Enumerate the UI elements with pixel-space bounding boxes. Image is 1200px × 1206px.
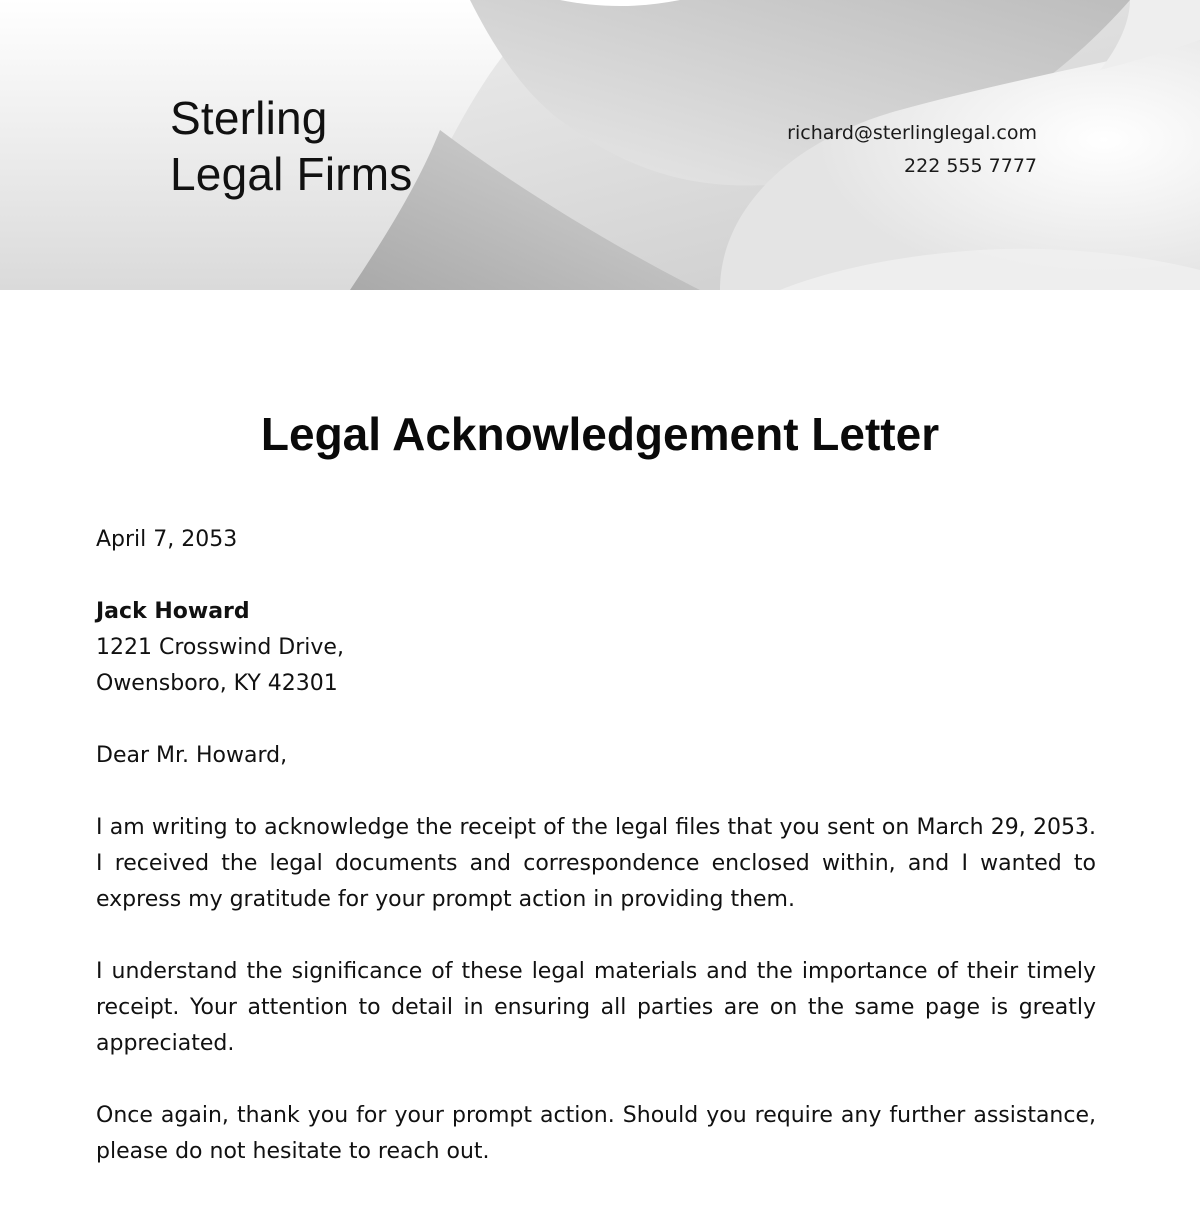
letterhead-banner	[0, 0, 1200, 290]
recipient-address-line1: 1221 Crosswind Drive,	[96, 635, 344, 660]
recipient-block	[96, 594, 1096, 702]
body-paragraph: I am writing to acknowledge the receipt of the legal files that you sent on March 29, 2053. I received the legal documents and correspondence enclosed within, and I wanted to express my gratitude for your prompt action in providing them.	[96, 815, 1096, 912]
contact-phone: 222 555 7777	[904, 155, 1037, 177]
document-title: Legal Acknowledgement Letter	[260, 408, 940, 460]
firm-name-line2: Legal Firms	[170, 148, 413, 200]
recipient-name: Jack Howard	[96, 599, 250, 624]
recipient-address-line2: Owensboro, KY 42301	[96, 671, 338, 696]
body-paragraph: Once again, thank you for your prompt action. Should you require any further assistance, please do not hesitate to reach out.	[96, 1103, 1096, 1164]
letter-body	[96, 522, 1096, 1206]
firm-name-line1: Sterling	[170, 92, 328, 144]
contact-info	[787, 117, 1037, 183]
letter-date: April 7, 2053	[96, 527, 238, 552]
body-paragraph: I understand the significance of these legal materials and the importance of their timely receipt. Your attention to detail in ensuring all parties are on the same page is greatly appreciated.	[96, 959, 1096, 1056]
salutation: Dear Mr. Howard,	[96, 743, 288, 768]
firm-name	[170, 90, 413, 202]
contact-email[interactable]: richard@sterlinglegal.com	[787, 122, 1037, 144]
